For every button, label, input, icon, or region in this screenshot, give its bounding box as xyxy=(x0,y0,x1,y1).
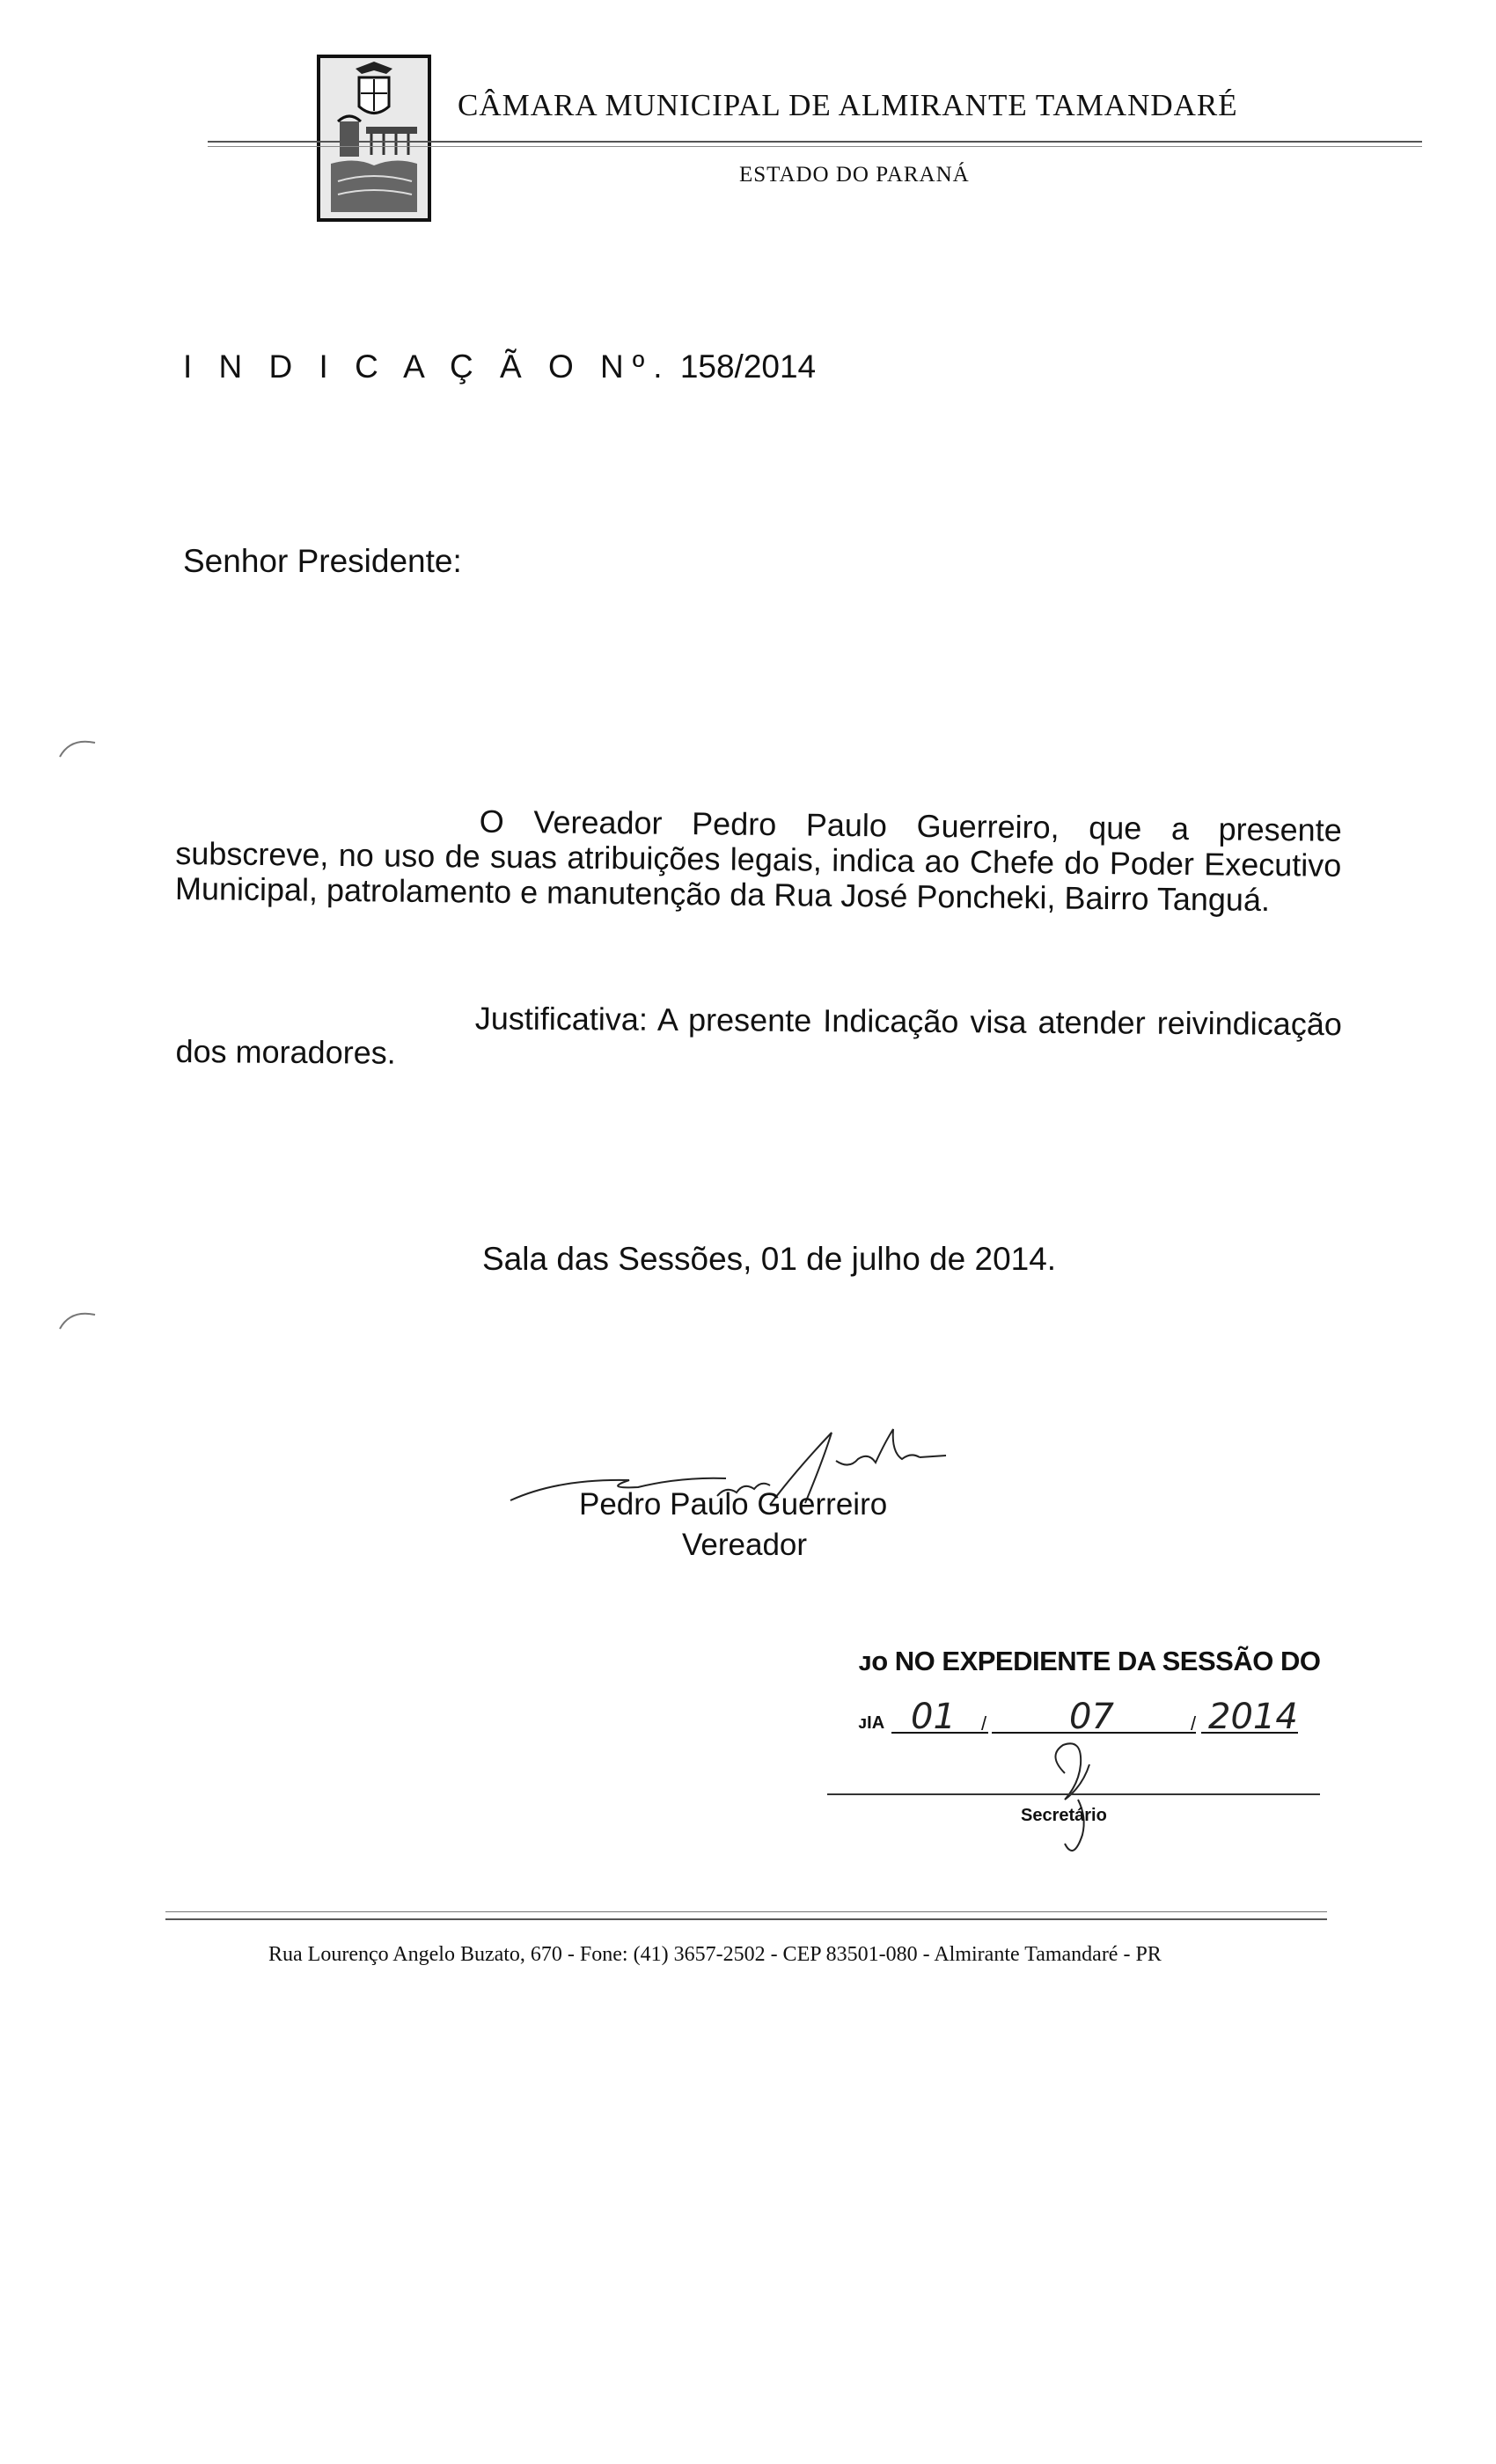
document-number-label: I N D I C A Ç Ã O Nº. xyxy=(183,348,671,385)
justification-paragraph: Justificativa: A presente Indicação visa atender reivindicação dos moradores. xyxy=(175,1000,1342,1071)
session-date-line: Sala das Sessões, 01 de julho de 2014. xyxy=(482,1241,1057,1277)
header-divider xyxy=(208,141,1422,143)
coat-of-arms-icon xyxy=(320,58,428,218)
stamp-date-row xyxy=(858,1697,1316,1737)
footer-address: Rua Lourenço Angelo Buzato, 670 - Fone: (41) 3657-2502 - CEP 83501-080 - Almirante Tamandaré - PR xyxy=(268,1943,1162,1966)
main-paragraph: O Vereador Pedro Paulo Guerreiro, que a presente subscreve, no uso de suas atribuições legais, indica ao Chefe do Poder Executivo Municipal, patrolamento e manutenção da Rua José Poncheki, Bairro Tanguá. xyxy=(174,803,1342,919)
stamp-month: 07 xyxy=(1069,1697,1114,1737)
stamp-slash: / xyxy=(1191,1712,1197,1734)
document-number xyxy=(183,348,816,385)
signer-role: Vereador xyxy=(682,1528,808,1562)
stamp-slash: / xyxy=(981,1712,987,1734)
chamber-title: CÂMARA MUNICIPAL DE ALMIRANTE TAMANDARÉ xyxy=(458,88,1238,122)
stamp-day: 01 xyxy=(911,1697,956,1737)
secretary-signature xyxy=(1038,1738,1118,1870)
stamp-date-prefix: ᴊIA xyxy=(858,1713,885,1733)
stamp-year: 2014 xyxy=(1208,1697,1298,1737)
header-divider-thin xyxy=(208,146,1422,147)
margin-hole-mark xyxy=(53,1302,106,1338)
document-number-value: 158/2014 xyxy=(679,348,817,385)
footer-divider xyxy=(165,1918,1327,1920)
salutation: Senhor Presidente: xyxy=(183,543,462,579)
secretary-line xyxy=(827,1793,1320,1795)
margin-hole-mark xyxy=(53,730,106,766)
coat-of-arms-logo xyxy=(317,55,431,222)
footer-divider-thin xyxy=(165,1911,1327,1912)
secretary-label: Secretário xyxy=(1021,1806,1107,1825)
stamp-title: ᴊᴏ NO EXPEDIENTE DA SESSÃO DO xyxy=(858,1646,1321,1676)
signer-name: Pedro Paulo Guerreiro xyxy=(579,1487,888,1522)
state-subtitle: ESTADO DO PARANÁ xyxy=(739,163,970,187)
